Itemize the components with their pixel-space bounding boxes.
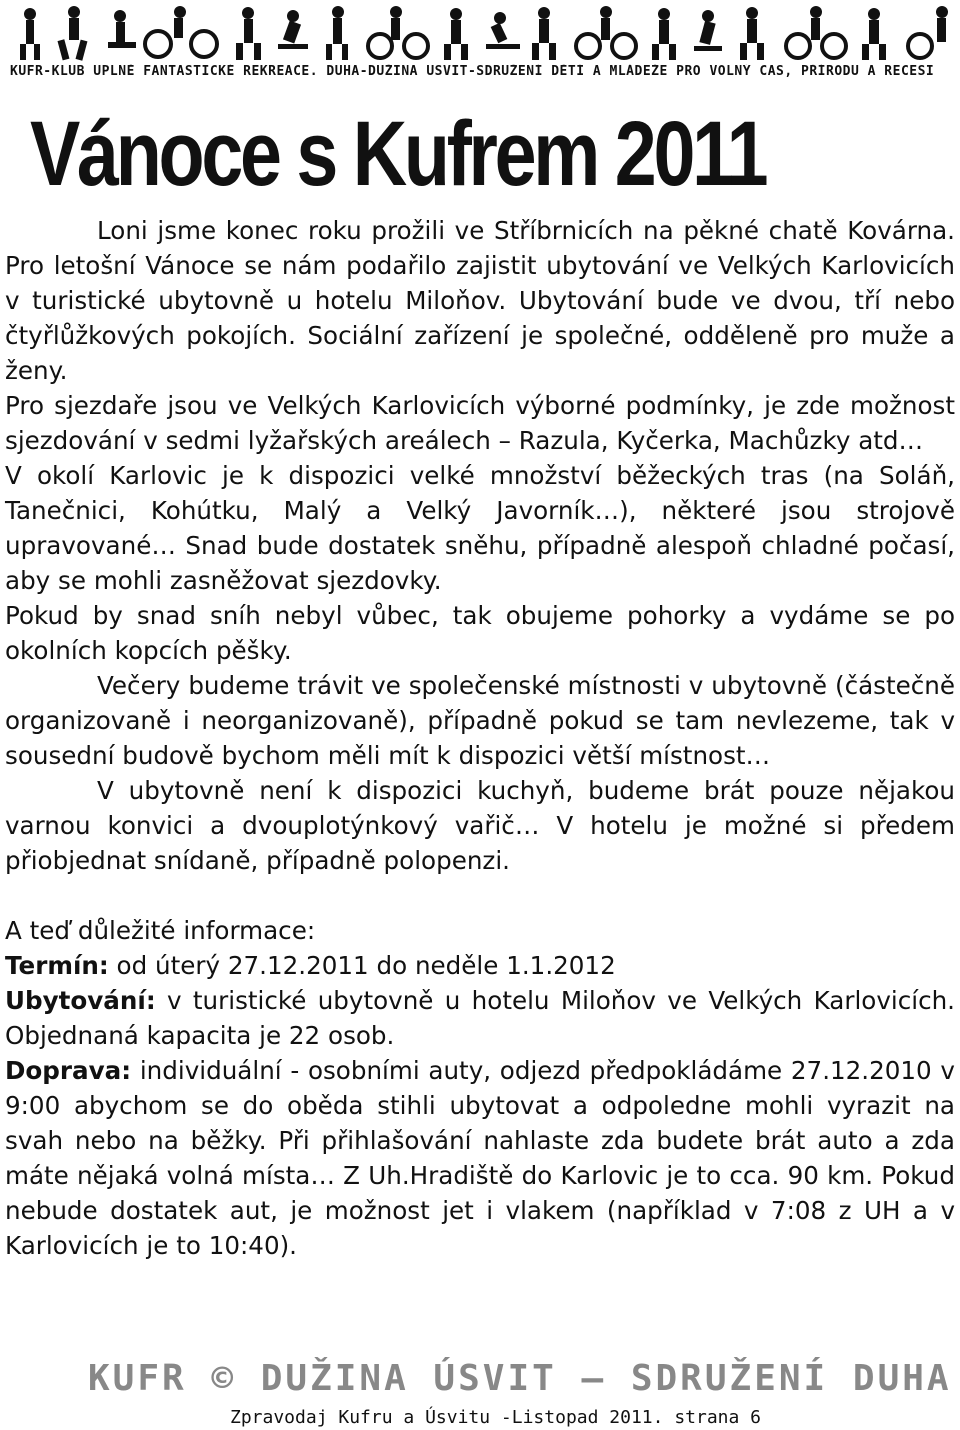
paragraph-kitchen: V ubytovně není k dispozici kuchyň, budeme brát pouze nějakou varnou konvici a dvouplotýnkový vařič… V hotelu je možné si předem přiobjednat snídaně, případně polopenzi. <box>5 776 955 875</box>
paragraph-skiing: Pro sjezdaře jsou ve Velkých Karlovicích výborné podmínky, je zde možnost sjezdování v sedmi lyžařských areálech – Razula, Kyčerka, Machůzky atd… <box>5 391 955 455</box>
info-section <box>5 913 955 1263</box>
term-text: od úterý 27.12.2011 do neděle 1.1.2012 <box>108 951 616 980</box>
transport-text: individuální - osobními auty, odjezd předpokládáme 27.12.2010 v 9:00 abychom se do oběda stihli ubytovat a odpoledne mohli vyrazit na svah nebo na běžky. Při přihlašování nahlaste zda budete brát auto a zda máte nějaká volná místa… Z Uh.Hradiště do Karlovic je to cca. 90 km. Pokud nebude dostatek aut, je možnost jet i vlakem (například v 7:08 z UH a v Karlovicích je to 10:40). <box>5 1056 955 1260</box>
info-term <box>5 948 955 983</box>
article-body <box>5 213 955 1263</box>
accommodation-text: v turistické ubytovně u hotelu Miloňov ve Velkých Karlovicích. Objednaná kapacita je 22 osob. <box>5 986 955 1050</box>
transport-label: Doprava: <box>5 1056 132 1085</box>
info-transport <box>5 1053 955 1263</box>
page-title: Vánoce s Kufrem 2011 <box>30 103 766 205</box>
header-tagline: KUFR-KLUB ÚPLNĚ FANTASTICKÉ REKREACE. DUHA-DUŽINA ÚSVIT-SDRUŽENÍ DĚTÍ A MLÁDEŽE PRO VOLNÝ ČAS, PŘÍRODU A RECESI <box>10 64 935 79</box>
footer-logo: KUFR © DUŽINA ÚSVIT – SDRUŽENÍ DUHA <box>88 1358 952 1399</box>
paragraph-evenings: Večery budeme trávit ve společenské místnosti v ubytovně (částečně organizovaně i neorganizovaně), případně pokud se tam nevlezeme, tak v sousední budově bychom měli mít k dispozici větší místnost… <box>5 671 955 770</box>
paragraph-no-snow: Pokud by snad sníh nebyl vůbec, tak obujeme pohorky a vydáme se po okolních kopcích pěšky. <box>5 601 955 665</box>
term-label: Termín: <box>5 951 109 980</box>
accommodation-label: Ubytování: <box>5 986 156 1015</box>
info-accommodation <box>5 983 955 1053</box>
footer-page-info: Zpravodaj Kufru a Úsvitu -Listopad 2011. strana 6 <box>230 1407 762 1428</box>
paragraph-cross-country: V okolí Karlovic je k dispozici velké množství běžeckých tras (na Soláň, Tanečnici, Kohútku, Malý a Velký Javorník…), některé jsou strojově upravované… Snad bude dostatek sněhu, případně alespoň chladné počasí, aby se mohli zasněžovat sjezdovky. <box>5 461 955 595</box>
stick-figure-banner <box>8 4 952 62</box>
info-heading: A teď důležité informace: <box>5 916 316 945</box>
paragraph-intro: Loni jsme konec roku prožili ve Stříbrnicích na pěkné chatě Kovárna. Pro letošní Vánoce se nám podařilo zajistit ubytování ve Velkých Karlovicích v turistické ubytovně u hotelu Miloňov. Ubytování bude ve dvou, tří nebo čtyřlůžkových pokojích. Sociální zařízení je společné, odděleně pro muže a ženy. <box>5 216 955 385</box>
